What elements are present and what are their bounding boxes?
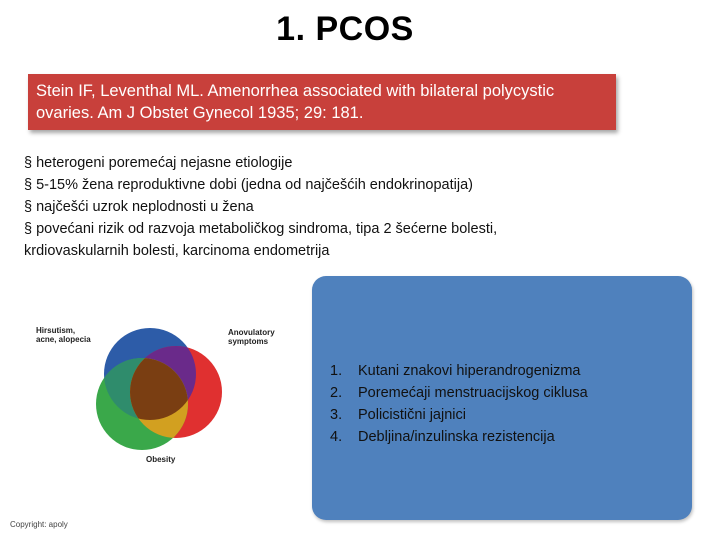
list-text: Policistični jajnici (358, 407, 466, 423)
list-text: Debljina/inzulinska rezistencija (358, 429, 555, 445)
venn-label-obesity: Obesity (146, 455, 176, 464)
list-text: Kutani znakovi hiperandrogenizma (358, 363, 581, 379)
list-text: Poremećaji menstruacijskog ciklusa (358, 385, 588, 401)
list-number: 1. (330, 363, 343, 379)
bullet-item: § 5-15% žena reproduktivne dobi (jedna od najčešćih endokrinopatija) (24, 177, 473, 193)
venn-label-anovulatory (228, 328, 275, 346)
venn-label-line: Anovulatory (228, 328, 275, 337)
slide-title: 1. PCOS (276, 10, 414, 48)
list-item (330, 404, 588, 426)
copyright-note: Copyright: apoly (10, 520, 68, 529)
citation-line-1: Stein IF, Leventhal ML. Amenorrhea associated with bilateral polycystic (36, 82, 555, 100)
bullet-list (24, 152, 624, 262)
venn-label-line: acne, alopecia (36, 335, 91, 344)
list-item (330, 382, 588, 404)
bullet-item: § povećani rizik od razvoja metaboličkog sindroma, tipa 2 šećerne bolesti, (24, 221, 498, 237)
list-number: 3. (330, 407, 343, 423)
bullet-item: § heterogeni poremećaj nejasne etiologije (24, 155, 293, 171)
venn-label-hirsutism (36, 326, 91, 344)
citation-box (28, 74, 616, 130)
list-number: 4. (330, 429, 343, 445)
venn-diagram (0, 314, 310, 474)
venn-label-line: Hirsutism, (36, 326, 76, 335)
bullet-item-continuation: krdiovaskularnih bolesti, karcinoma endometrija (24, 243, 330, 259)
numbered-list (330, 360, 588, 448)
bullet-item: § najčešći uzrok neplodnosti u žena (24, 199, 254, 215)
citation-line-2: ovaries. Am J Obstet Gynecol 1935; 29: 181. (36, 104, 364, 122)
list-item (330, 360, 588, 382)
list-number: 2. (330, 385, 343, 401)
list-item (330, 426, 588, 448)
venn-label-line: symptoms (228, 337, 269, 346)
